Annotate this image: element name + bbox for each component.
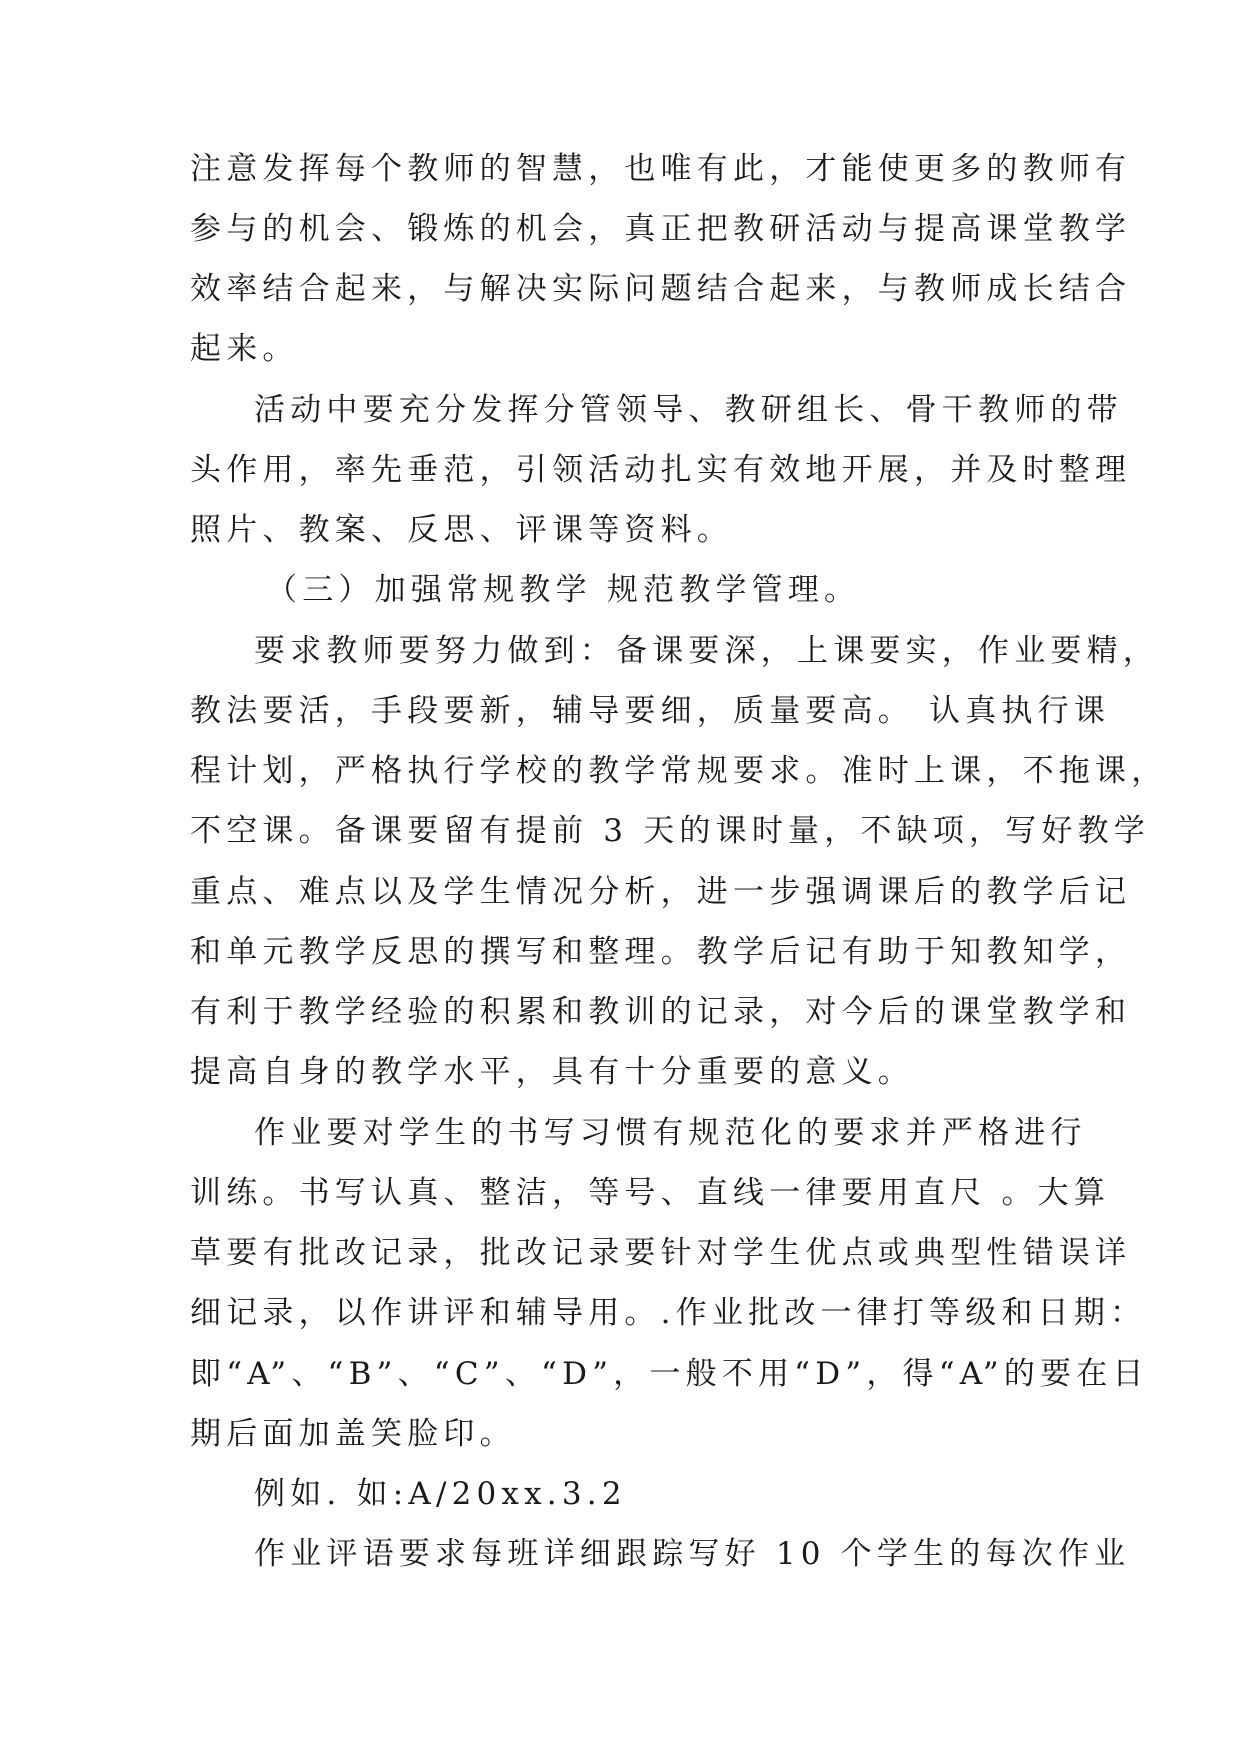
paragraph-line: 细记录，以作讲评和辅导用。.作业批改一律打等级和日期： (190, 1295, 1147, 1331)
paragraph-line: 要求教师要努力做到：备课要深，上课要实，作业要精， (254, 633, 1159, 669)
paragraph-line: 和单元教学反思的撰写和整理。教学后记有助于知教知学， (190, 934, 1132, 970)
paragraph-line: 照片、教案、反思、评课等资料。 (190, 512, 733, 548)
paragraph-line: 头作用，率先垂范，引领活动扎实有效地开展，并及时整理 (190, 452, 1132, 488)
paragraph-line: 教法要活，手段要新，辅导要细，质量要高。 认真执行课 (190, 693, 1111, 729)
paragraph-line: 草要有批改记录，批改记录要针对学生优点或典型性错误详 (190, 1235, 1132, 1271)
paragraph-line: 有利于教学经验的积累和教训的记录，对今后的课堂教学和 (190, 994, 1132, 1030)
paragraph-line: 注意发挥每个教师的智慧，也唯有此，才能使更多的教师有 (190, 151, 1132, 187)
paragraph-line: 效率结合起来，与解决实际问题结合起来，与教师成长结合 (190, 271, 1132, 307)
paragraph-line: 作业评语要求每班详细跟踪写好 10 个学生的每次作业 (254, 1536, 1131, 1572)
paragraph-line: 程计划，严格执行学校的教学常规要求。准时上课，不拖课， (190, 753, 1168, 789)
paragraph-line: 训练。书写认真、整洁，等号、直线一律要用直尺 。大算 (190, 1175, 1111, 1211)
paragraph-line: 活动中要充分发挥分管领导、教研组长、骨干教师的带 (254, 392, 1123, 428)
paragraph-line: 期后面加盖笑脸印。 (190, 1416, 516, 1452)
paragraph-line: 即“A”、“B”、“C”、“D”，一般不用“D”，得“A”的要在日 (190, 1356, 1149, 1392)
paragraph-line: 起来。 (190, 331, 299, 367)
section-heading: （三）加强常规教学 规范教学管理。 (266, 572, 861, 608)
example-line: 例如. 如:A/20xx.3.2 (254, 1476, 627, 1512)
paragraph-line: 不空课。备课要留有提前 3 天的课时量，不缺项，写好教学 (190, 813, 1151, 849)
paragraph-line: 作业要对学生的书写习惯有规范化的要求并严格进行 (254, 1115, 1087, 1151)
paragraph-line: 重点、难点以及学生情况分析，进一步强调课后的教学后记 (190, 874, 1132, 910)
paragraph-line: 提高自身的教学水平，具有十分重要的意义。 (190, 1054, 914, 1090)
paragraph-line: 参与的机会、锻炼的机会，真正把教研活动与提高课堂教学 (190, 211, 1132, 247)
